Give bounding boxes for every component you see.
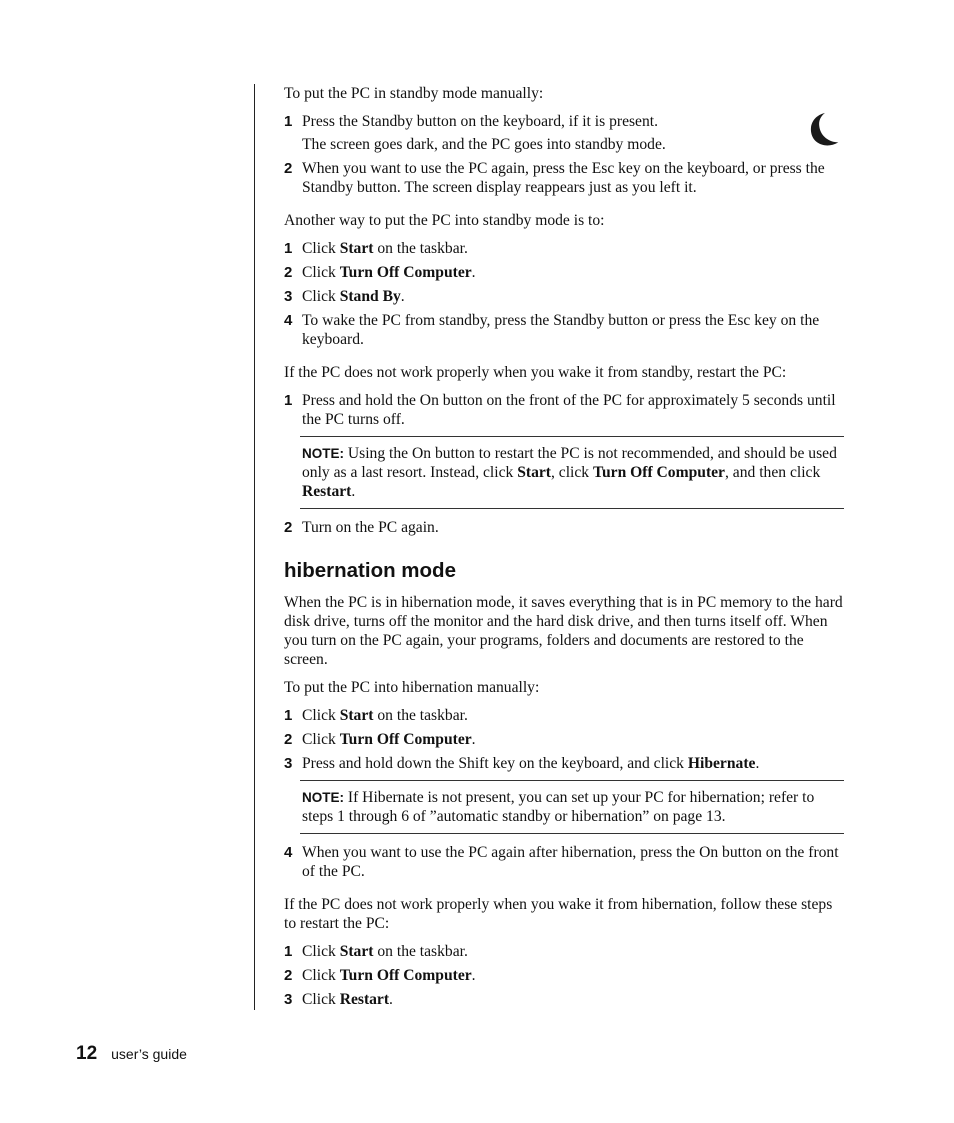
step-text: Turn on the PC again.: [302, 519, 439, 536]
list-item: [284, 706, 844, 725]
step-number: 1: [284, 707, 293, 724]
step-number: 4: [284, 844, 293, 861]
ui-term: Turn Off Computer: [339, 264, 472, 281]
note-text: If Hibernate is not present, you can set up your PC for hibernation; refer to steps 1 through 6 of ”automatic standby or hibernation” on page 13.: [302, 789, 815, 825]
list-item: [284, 754, 844, 773]
step-text: Click: [302, 707, 340, 724]
step-number: 2: [284, 731, 293, 748]
hibernation-restart-steps: [284, 942, 844, 1009]
ui-term: Start: [339, 707, 374, 724]
ui-term: Hibernate: [687, 755, 756, 772]
step-text: .: [400, 288, 405, 305]
page-number: 12: [76, 1043, 98, 1064]
list-item: [284, 391, 844, 429]
guide-label: user’s guide: [111, 1046, 187, 1062]
step-number: 2: [284, 967, 293, 984]
standby-restart-intro: If the PC does not work properly when you wake it from standby, restart the PC:: [284, 364, 787, 381]
hibernation-restart-intro: If the PC does not work properly when you wake it from hibernation, follow these steps to restart the PC:: [284, 896, 833, 932]
step-number: 1: [284, 392, 293, 409]
step-text: .: [471, 967, 476, 984]
note-text: , and then click: [724, 464, 821, 481]
step-text: Press and hold the On button on the front of the PC for approximately 5 seconds until the PC turns off.: [302, 392, 836, 428]
step-text: .: [755, 755, 760, 772]
ui-term: Stand By: [339, 288, 401, 305]
step-text: .: [389, 991, 393, 1008]
step-text: Click: [302, 991, 340, 1008]
step-text: Click: [302, 240, 340, 257]
list-item: [284, 966, 844, 985]
ui-term: Turn Off Computer: [339, 967, 472, 984]
step-text: .: [471, 264, 476, 281]
step-text: on the taskbar.: [373, 707, 468, 724]
step-number: 1: [284, 240, 293, 257]
step-text: When you want to use the PC again after hibernation, press the On button on the front of the PC.: [302, 844, 839, 880]
note-label: NOTE:: [302, 446, 344, 461]
step-number: 2: [284, 519, 293, 536]
step-number: 4: [284, 312, 293, 329]
step-text: Press and hold down the Shift key on the keyboard, and click: [302, 755, 688, 772]
step-text: Click: [302, 264, 340, 281]
hibernation-intro: When the PC is in hibernation mode, it saves everything that is in PC memory to the hard disk drive, turns off the monitor and the hard disk drive, and then turns itself off. When you turn on the PC again, your programs, folders and documents are restored to the screen.: [284, 594, 843, 668]
list-item: [284, 843, 844, 881]
list-item: [284, 159, 844, 197]
ui-term: Start: [517, 464, 551, 481]
step-number: 1: [284, 113, 293, 130]
ui-term: Start: [339, 943, 374, 960]
another-way-text: Another way to put the PC into standby mode is to:: [284, 212, 605, 229]
list-item: [284, 287, 844, 306]
list-item: [284, 239, 844, 258]
note-text: , click: [551, 464, 593, 481]
step-number: 2: [284, 264, 293, 281]
list-item: [284, 112, 844, 154]
list-item: [284, 730, 844, 749]
ui-term: Restart: [339, 991, 390, 1008]
list-item: [284, 311, 844, 349]
standby-alt-steps: [284, 239, 844, 349]
step-number: 3: [284, 991, 293, 1008]
step-text: on the taskbar.: [373, 240, 468, 257]
ui-term: Start: [339, 240, 374, 257]
step-text: Press the Standby button on the keyboard, if it is present.: [302, 113, 659, 130]
step-text: .: [471, 731, 476, 748]
step-text: Click: [302, 967, 340, 984]
step-number: 3: [284, 288, 293, 305]
standby-manual-steps: [284, 112, 844, 197]
main-content: [284, 84, 844, 1014]
note-text: .: [351, 483, 356, 500]
hibernation-manual-steps: [284, 706, 844, 773]
step-number: 2: [284, 160, 293, 177]
list-item: [284, 263, 844, 282]
ui-term: Turn Off Computer: [593, 464, 725, 481]
standby-intro: To put the PC in standby mode manually:: [284, 85, 544, 102]
margin-rule: [254, 84, 255, 1010]
hibernation-manual-intro: To put the PC into hibernation manually:: [284, 679, 540, 696]
step-text: on the taskbar.: [373, 943, 468, 960]
list-item: [284, 518, 844, 537]
list-item: [284, 990, 844, 1009]
note-box: [300, 780, 844, 834]
ui-term: Restart: [302, 483, 352, 500]
step-text: Click: [302, 288, 340, 305]
note-text: Using the On button to restart the PC is not recommended, and should be used only as a last resort. Instead, click: [302, 445, 837, 481]
note-box: [300, 436, 844, 509]
step-number: 1: [284, 943, 293, 960]
step-text: Click: [302, 731, 340, 748]
note-label: NOTE:: [302, 790, 344, 805]
step-text: When you want to use the PC again, press the Esc key on the keyboard, or press the Standby button. The screen display reappears just as you left it.: [302, 160, 825, 196]
list-item: [284, 942, 844, 961]
ui-term: Turn Off Computer: [339, 731, 472, 748]
step-number: 3: [284, 755, 293, 772]
hibernation-step4: [284, 843, 844, 881]
page-footer: [76, 1043, 187, 1065]
step-subtext: The screen goes dark, and the PC goes into standby mode.: [302, 136, 666, 153]
step-text: To wake the PC from standby, press the Standby button or press the Esc key on the keyboard.: [302, 312, 820, 348]
step-text: Click: [302, 943, 340, 960]
section-heading: hibernation mode: [284, 559, 456, 582]
